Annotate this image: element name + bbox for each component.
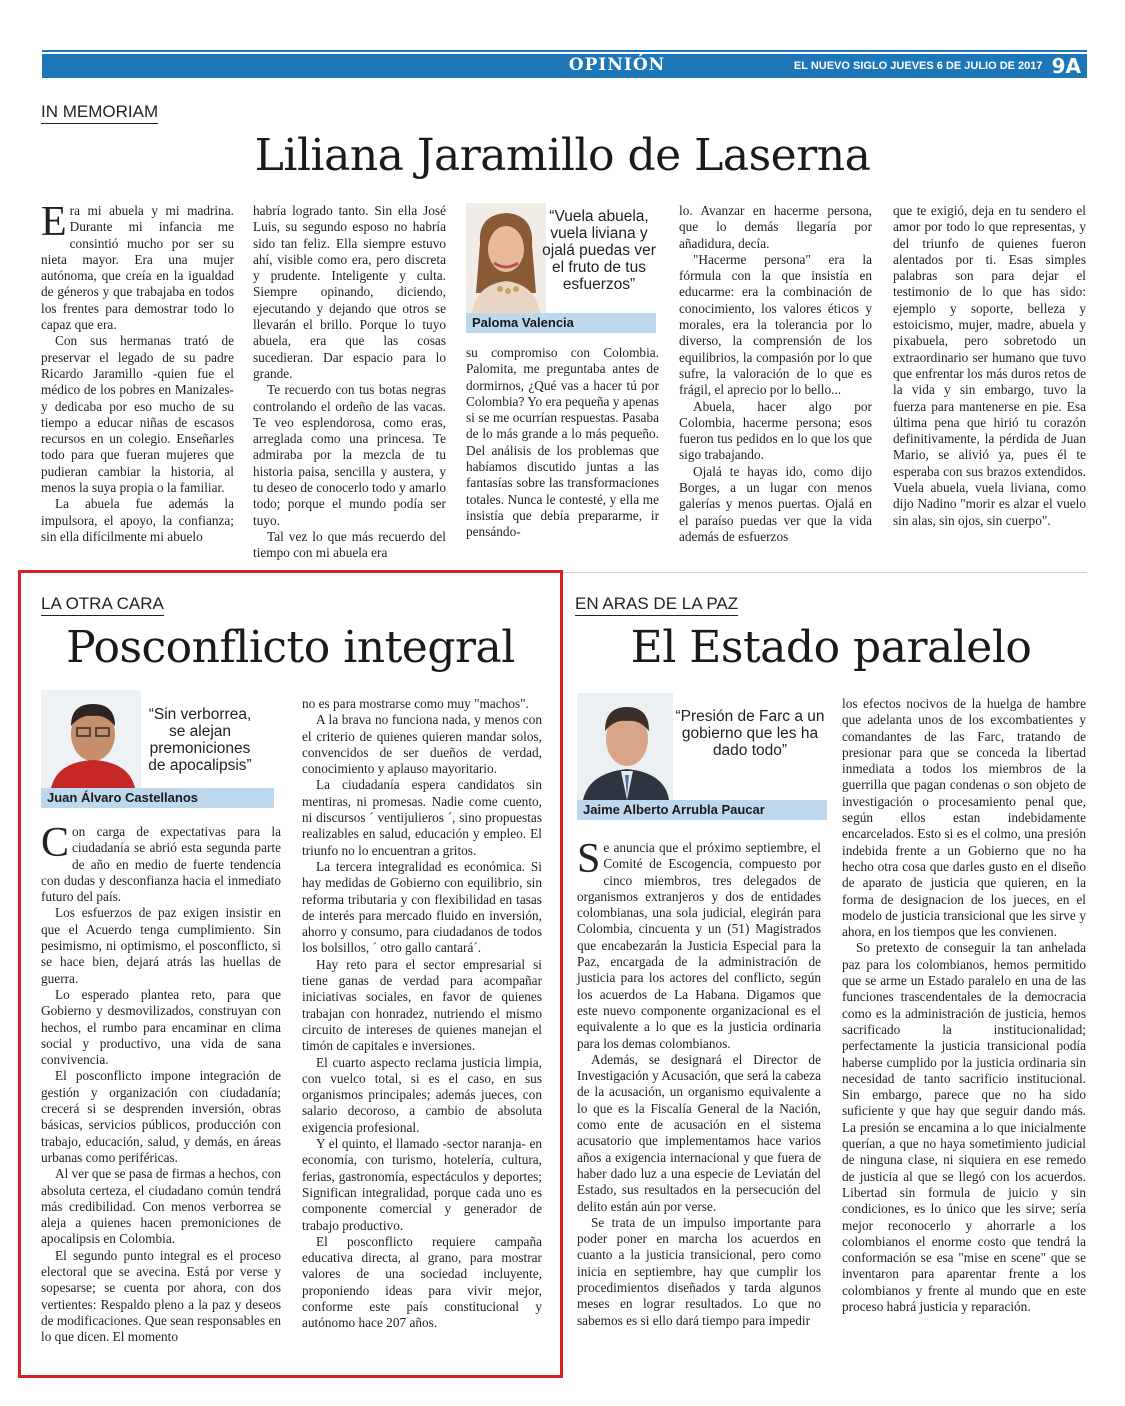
paragraph: El posconflicto impone integración de gestión y organización con ciudadanía; crecerá si se desprenden inversión, obras básicas, servicios públicos, producción con trabajo, educación, salud, y demás, en áreas urbanas como periféricas. (41, 1068, 281, 1165)
otra-cara-kicker: LA OTRA CARA (41, 594, 164, 616)
aras-paz-kicker: EN ARAS DE LA PAZ (575, 594, 738, 616)
paragraph: Ojalá te hayas ido, como dijo Borges, a un lugar con menos galerías y menos puertas. Ojalá en el paraíso puedas ver que la vida además de esfuerzos (679, 463, 872, 544)
paragraph: que te exigió, deja en tu sendero el amor por todo lo que representas, y del triunfo de quienes fueron alentados por ti. Esas simples palabras son para dejar el testimonio de lo que has sido: ejemplo y soporte, belleza y estoicismo, mujer, madre, abuela y pixabuela, pero sobretodo un extraordinario ser humano que tuvo que enfrentar los más duros retos de la vida y sin embargo, tuvo la fuerza para mantenerse en pie. Esa última pena que hirió tu corazón definitivamente, la pérdida de Juan Mario, se alivió ya, pues él te esperaba con sus brazos extendidos. Vuela abuela, vuela liviana, como dijo Nadino "morir es alzar el vuelo sin alas, sin ojos, sin cuerpo". (893, 203, 1086, 528)
paragraph: no es para mostrarse como muy "machos". (302, 696, 529, 711)
issue-date: JUEVES 6 DE JULIO DE 2017 (890, 60, 1043, 72)
author-portrait-icon (41, 690, 141, 788)
paragraph: e anuncia que el próximo septiembre, el Comité de Escogencia, compuesto por cinco miembros, tres delegados de organismos extranjeros y dos de entidades colombianas, una sola judicial, elegirán para Colombia, cincuenta y un (51) Magistrados que encabezarán la Justicia Especial para la Paz, encargada de la administración de justicia para los actores del conflicto, según los acuerdos de La Habana. Digamos que este nuevo componente organizacional es el equivalente a lo que es la justicia ordinaria para los demas colombianos. (577, 840, 821, 1051)
aras-paz-column-1 (577, 836, 821, 1329)
paragraph: Con sus hermanas trató de preservar el legado de su padre Ricardo Jaramillo -quien fue el médico de los pobres en Manizales- y dedicaba por eso mucho de su tiempo a educar niñas de escasos recursos en un colegio. Enseñarles todo para que fueran mujeres que pudieran cambiar la historia, al menos la suya propia o la familiar. (41, 333, 234, 496)
paragraph: habría logrado tanto. Sin ella José Luis, su segundo esposo no habría sido tan feliz. Ella siempre estuvo ahí, visible como era, pero discreta y prudente. Inteligente y culta. Siempre opinando, diciendo, ejecutando y dejando que otros se llevarán el brillo. Porque lo tuyo abuela, era que las cosas sucedieran. Dar espacio para lo grande. (253, 203, 446, 381)
masthead-info (794, 55, 1081, 77)
paragraph: A la brava no funciona nada, y menos con el criterio de quienes quieren mandar solos, convencidos de ser dueños de verdad, conocimiento y aplauso mayoritario. (302, 712, 542, 777)
paragraph: Lo esperado plantea reto, para que Gobierno y desmovilizados, construyan con hechos, el rumbo para encaminar en clima social y productivo, una vida de sana convivencia. (41, 986, 281, 1068)
memoriam-column-2 (253, 203, 446, 562)
paragraph: ra mi abuela y mi madrina. Durante mi infancia me consintió mucho por ser su nieta mayor. Era una mujer autónoma, que creía en la igualdad de géneros y que trabajaba en todos los frentes para demostrar todo lo capaz que era. (41, 203, 234, 333)
memoriam-title: Liliana Jaramillo de Laserna (254, 130, 871, 181)
author-name: Juan Álvaro Castellanos (41, 788, 274, 808)
paragraph: lo. Avanzar en hacerme persona, que lo demás llegaría por añadidura, decía. (679, 203, 872, 251)
aras-paz-column-2 (842, 696, 1086, 1315)
author-name: Jaime Alberto Arrubla Paucar (577, 800, 827, 820)
paragraph: Abuela, hacer algo por Colombia, hacerme persona; esos fueron tus pedidos en lo que los que sigo trabajando. (679, 398, 872, 463)
paragraph: Se trata de un impulso importante para poder poner en marcha los acuerdos en cuanto a la justicia transicional, pero como inicia en septiembre, hay que cumplir los procedimientos diseñados y tarda algunos meses en lograr resultados. Lo que no sabemos es si ello dará tiempo para impedir (577, 1214, 821, 1328)
memoriam-column-1 (41, 199, 234, 545)
paragraph: La ciudadanía espera candidatos sin mentiras, ni promesas. Nadie come cuento, ni discursos ´ ventijulieros ´, sino propuestas realizables en salud, educación y empleo. El triunfo no lo encuentran a gritos. (302, 777, 542, 858)
paragraph: So pretexto de conseguir la tan anhelada paz para los colombianos, hemos permitido que se arme un Estado paralelo en una de las funciones trascendentales de la democracia como es la administración de justicia, hemos sacrificado la institucionalidad; perfectamente la justicia transicional podía haberse cumplido por la justicia ordinaria sin necesidad de tanto sacrificio institucional. Sin embargo, parece que no ha sido suficiente y que hay que seguir dando más. La presión se encamina a lo que inicialmente querían, a que no haya sometimiento judicial de ninguna clase, ni siquiera en ese remedo de justicia al que se llegó con los acuerdos. Libertad sin formula de juicio y sin condiciones, es lo único que les sirve; sería mejor reconocerlo y ahorrarle a los colombianos el enorme costo que tendrá la conformación se esa "mise en scene" que se inventaron para aparentar frente a los colombianos y frente al mundo que en este proceso habrá justicia y reparación. (842, 940, 1086, 1314)
paragraph: Los esfuerzos de paz exigen insistir en que el Acuerdo tenga cumplimiento. Sin pesimismo, ni optimismo, el posconflicto, si se hace bien, dejará atrás las huellas de guerra. (41, 905, 281, 986)
paragraph: su compromiso con Colombia. Palomita, me preguntaba antes de dormirnos, ¿Qué vas a hacer tú por Colombia? Yo era pequeña y apenas si se me ocurrían respuestas. Pasaba de lo más grande a lo más pequeño. Del análisis de los problemas que habíamos discutido juntas a las fantasías sobre las transformaciones totales. Nunca le contesté, y ella me insistía que debía prepararme, ir pensándo- (466, 345, 659, 540)
drop-cap: E (41, 199, 67, 245)
author-name: Paloma Valencia (466, 313, 656, 333)
paragraph: El posconflicto requiere campaña educativa directa, al grano, para mostrar valores de una sociedad incluyente, proponiendo ideas para vivir mejor, conforme este país constitucional y autónomo hace 207 años. (302, 1233, 542, 1331)
paper-name: EL NUEVO SIGLO (793, 60, 888, 72)
paragraph: los efectos nocivos de la huelga de hambre que adelanta unos de los excombatientes y comandantes de las Farc, tratando de presionar para que se conceda la libertad inmediata a todos los miembros de la guerrilla que pagan condenas o son objeto de investigación o procesamiento penal que, según ellos estan indebidamente encarcelados. Esto si es el colmo, una presión indebida frente a un Gobierno que no ha hecho otra cosa que darles gusto en el diseño de aparato de justicia que quieren, en la forma de designacion de los jueces, en el modelo de justicia transicional que les sirve y ahora, en los tiempos que les convienen. (842, 696, 1086, 940)
paragraph: El segundo punto integral es el proceso electoral que se avecina. Está por verse y sopesarse; se cuenta por ahora, con dos vertientes: Respaldo pleno a la paz y deseos de modificaciones. Que sean responsables en lo que dicen. El momento (41, 1247, 281, 1345)
author-portrait-icon (466, 203, 546, 313)
paragraph: Al ver que se pasa de firmas a hechos, con absoluta certeza, el ciudadano común tendrá más credibilidad. Con menos verborrea se aleja a quienes hacen premoniciones de apocalipsis en Colombia. (41, 1166, 281, 1247)
paragraph: Te recuerdo con tus botas negras controlando el ordeño de las vacas. Te veo esplendorosa, como eras, arreglada como una princesa. Te admiraba por la mezcla de tu historia paisa, sencilla y austera, y tu deseo de conocerlo todo y amarlo todo; porque el mundo podía ser tuyo. (253, 382, 446, 528)
memoriam-kicker: IN MEMORIAM (41, 102, 158, 124)
otra-cara-title: Posconflicto integral (66, 622, 515, 673)
paragraph: Hay reto para el sector empresarial si tiene ganas de verdad para acompañar iniciativas sociales, en favor de quienes trabajan con honradez, nutriendo el mismo circuito de intereses de quienes manejan el timón de capitales e inversiones. (302, 956, 542, 1054)
paragraph: El cuarto aspecto reclama justicia limpia, con vuelco total, si es el caso, en sus organismos principales; además jueces, con salario decoroso, a cambio de absoluta exigencia profesional. (302, 1054, 542, 1135)
paragraph: Y el quinto, el llamado -sector naranja- en economía, con turismo, hotelería, cultura, ferias, gastronomía, espectáculos y deportes; Significan integralidad, porque cada uno es componente comercial y generador de trabajo productivo. (302, 1136, 542, 1233)
paragraph: Tal vez lo que más recuerdo del tiempo con mi abuela era (253, 528, 446, 561)
otra-cara-column-2 (302, 696, 542, 1332)
paragraph: La abuela fue además la impulsora, el apoyo, la confianza; sin ella difícilmente mi abuelo (41, 496, 234, 544)
paragraph: Además, se designará el Director de Investigación y Acusación, que será la cabeza de la acusación, un organismo equivalente a lo que es la Fiscalía General de la Nación, como ente de acusación en el sistema acusatorio que implementamos hace varios años a exigencia internacional y que fuera de haber dado luz a una especie de Leviatán del Estado, sus resultados en la persecución del delito están aún por verse. (577, 1051, 821, 1214)
drop-cap: S (577, 836, 601, 882)
pull-quote: “Sin verborrea, se alejan premoniciones de apocalipsis” (148, 706, 252, 774)
masthead-bar (42, 54, 1087, 78)
section-label: OPINIÓN (568, 55, 666, 75)
otra-cara-column-1 (41, 820, 281, 1346)
paragraph: La tercera integralidad es económica. Si hay medidas de Gobierno con equilibrio, sin reforma tributaria y con flexibilidad en tasas de interés para mercado fluido en inversión, ahorro y consumo, para ciudadanos de todos los bolsillos, ´ otro gallo cantará´. (302, 858, 542, 956)
drop-cap: C (41, 820, 70, 866)
page-number: 9A (1051, 54, 1081, 79)
paragraph: "Hacerme persona" era la fórmula con la que insistía en educarme: era la combinación de conocimiento, los valores éticos y morales, era la tolerancia por lo diverso, la comprensión de los equilibrios, la compasión por lo que sufre, la valoración de lo que es frágil, el aprecio por lo bello... (679, 251, 872, 398)
memoriam-column-5 (893, 203, 1086, 529)
pull-quote: “Presión de Farc a un gobierno que les ha dado todo” (675, 708, 825, 759)
memoriam-column-3 (466, 345, 659, 541)
author-portrait-icon (577, 693, 673, 800)
paragraph: on carga de expectativas para la ciudadanía se abrió esta segunda parte de año en medio de fuerte tendencia con dudas y desconfianza hacia el inmediato futuro del país. (41, 824, 281, 905)
masthead-top-rule (42, 50, 1087, 52)
aras-paz-title: El Estado paralelo (630, 622, 1032, 673)
memoriam-column-4 (679, 203, 872, 545)
pull-quote: “Vuela abuela, vuela liviana y ojalá puedas ver el fruto de tus esfuerzos” (542, 208, 656, 293)
